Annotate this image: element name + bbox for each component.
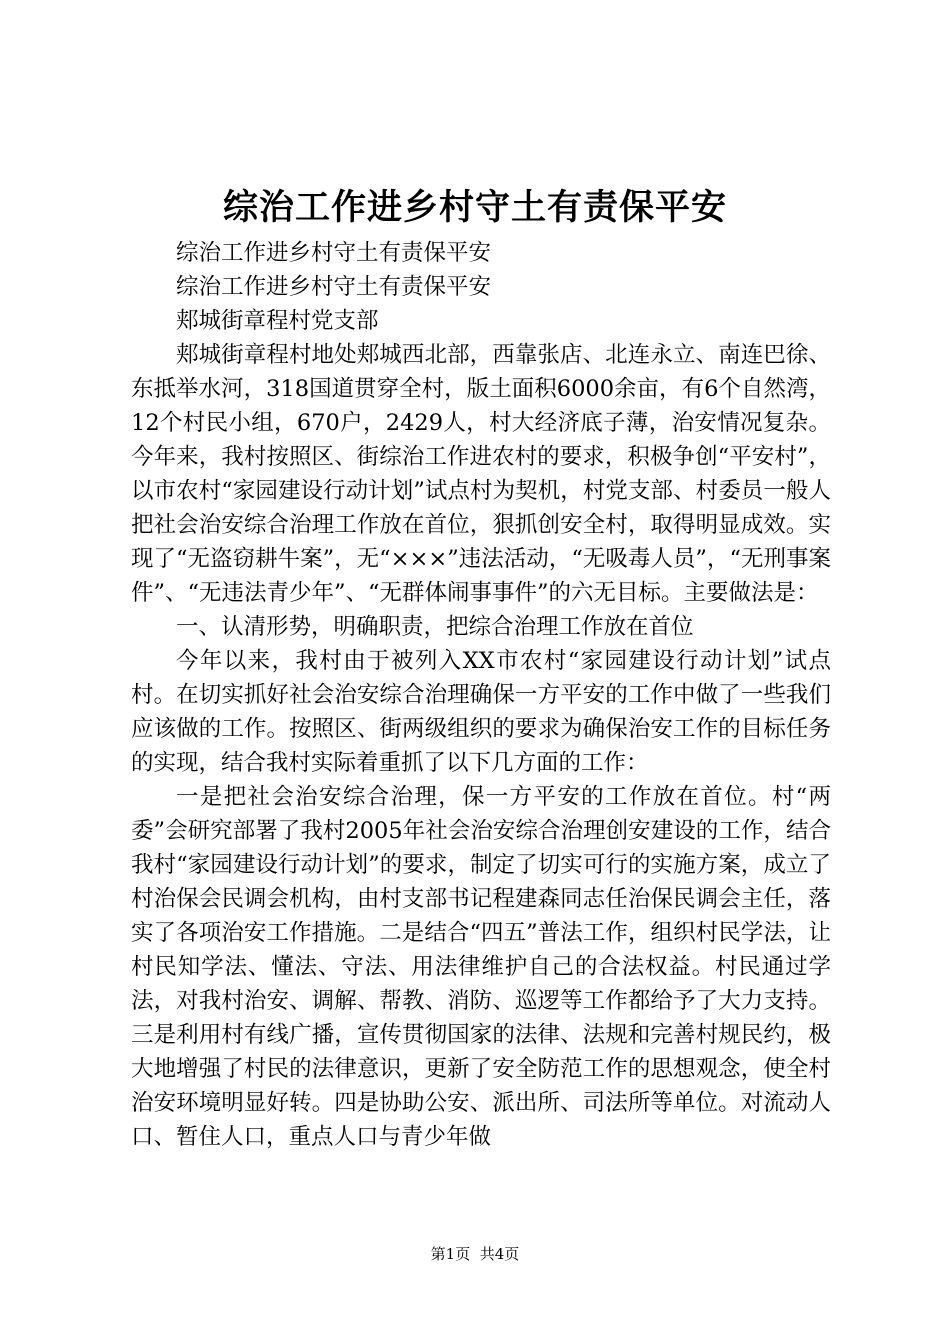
subtitle-line: 综治工作进乡村守土有责保平安 — [176, 274, 492, 300]
page-footer — [0, 1244, 950, 1264]
body-paragraph: 一是把社会治安综合治理，保一方平安的工作放在首位。村“两委”会研究部署了我村2005年社会治安综合治理创安建设的工作，结合我村“家园建设行动计划”的要求，制定了切实可行的实施方案，成立了村治保会民调会机构，由村支部书记程建森同志任治保民调会主任，落实了各项治安工作措施。二是结合“四五”普法工作，组织村民学法，让村民知学法、懂法、守法、用法律维护自己的合法权益。村民通过学法，对我村治安、调解、帮教、消防、巡逻等工作都给予了大力支持。三是利用村有线广播，宣传贯彻国家的法律、法规和完善村规民约，极大地增强了村民的法律意识，更新了安全防范工作的思想观念，使全村治安环境明显好转。四是协助公安、派出所、司法所等单位。对流动人口、暂住人口，重点人口与青少年做 — [131, 784, 831, 1150]
page-total: 共4页 — [479, 1245, 520, 1263]
document-body — [131, 236, 831, 1154]
section-heading: 一、认清形势，明确职责，把综合治理工作放在首位 — [176, 614, 694, 640]
subtitle-line: 综治工作进乡村守土有责保平安 — [176, 240, 492, 266]
document-title: 综治工作进乡村守土有责保平安 — [222, 187, 727, 228]
page-number: 第1页 — [430, 1245, 471, 1263]
body-paragraph: 郏城街章程村地处郏城西北部，西靠张店、北连永立、南连巴徐、东抵举水河，318国道贯穿全村，版土面积6000余亩，有6个自然湾，12个村民小组，670户，2429人，村大经济底子薄，治安情况复杂。今年来，我村按照区、街综治工作进农村的要求，积极争创“平安村”，以市农村“家园建设行动计划”试点村为契机，村党支部、村委员一般人把社会治安综合治理工作放在首位，狠抓创安全村，取得明显成效。实现了“无盗窃耕牛案”，无“×××”违法活动，“无吸毒人员”，“无刑事案件”、“无违法青少年”、“无群体闹事事件”的六无目标。主要做法是： — [131, 342, 831, 606]
author-line: 郏城街章程村党支部 — [176, 308, 379, 334]
body-paragraph: 今年以来，我村由于被列入XX市农村“家园建设行动计划”试点村。在切实抓好社会治安综合治理确保一方平安的工作中做了一些我们应该做的工作。按照区、街两级组织的要求为确保治安工作的目标任务的实现，结合我村实际着重抓了以下几方面的工作： — [131, 648, 831, 776]
